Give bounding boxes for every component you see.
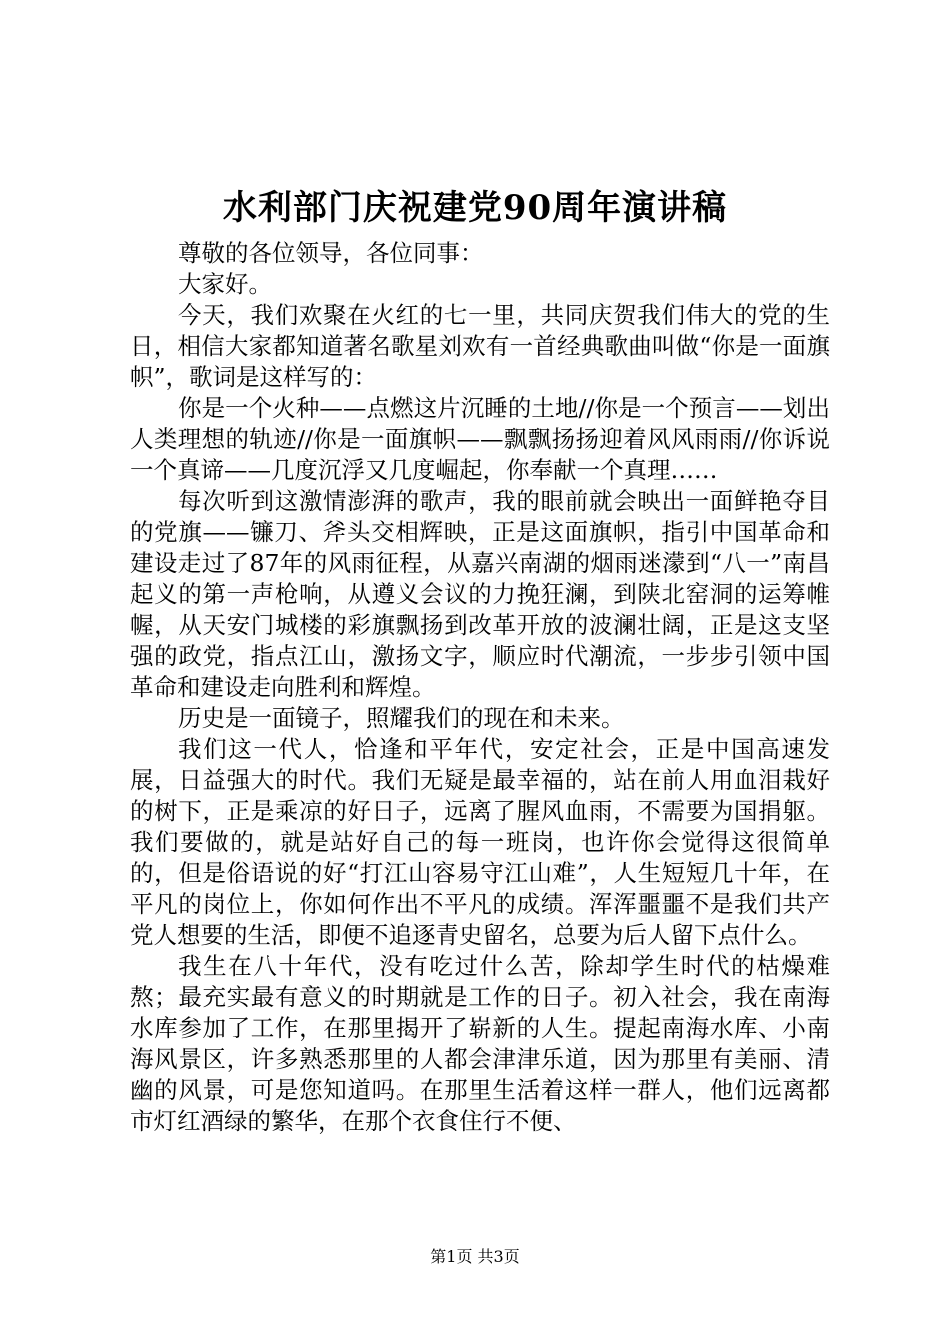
- paragraph-greeting: 尊敬的各位领导，各位同事：: [178, 239, 484, 267]
- page-number-footer: 第1页 共3页: [430, 1247, 520, 1266]
- paragraph: 我们这一代人，恰逢和平年代，安定社会，正是中国高速发展，日益强大的时代。我们无疑是最幸福的，站在前人用血泪栽好的树下，正是乘凉的好日子，远离了腥风血雨，不需要为国捐躯。我们要做的，就是站好自己的每一班岗，也许你会觉得这很简单的，但是俗语说的好“打江山容易守江山难”，人生短短几十年，在平凡的岗位上，你如何作出不平凡的成绩。浑浑噩噩不是我们共产党人想要的生活，即便不追逐青史留名，总要为后人留下点什么。: [130, 735, 830, 949]
- paragraph-hello: 大家好。: [178, 270, 272, 298]
- paragraph-lyrics: 你是一个火种——点燃这片沉睡的土地//你是一个预言——划出人类理想的轨迹//你是一面旗帜——飘飘扬扬迎着风风雨雨//你诉说一个真谛——几度沉浮又几度崛起，你奉献一个真理……: [130, 394, 830, 484]
- paragraph: 我生在八十年代，没有吃过什么苦，除却学生时代的枯燥难熬；最充实最有意义的时期就是工作的日子。初入社会，我在南海水库参加了工作，在那里揭开了崭新的人生。提起南海水库、小南海风景区，许多熟悉那里的人都会津津乐道，因为那里有美丽、清幽的风景，可是您知道吗。在那里生活着这样一群人，他们远离都市灯红酒绿的繁华，在那个衣食住行不便、: [130, 952, 830, 1135]
- document-body: [130, 238, 830, 1137]
- paragraph: 历史是一面镜子，照耀我们的现在和未来。: [178, 704, 625, 732]
- paragraph: 今天，我们欢聚在火红的七一里，共同庆贺我们伟大的党的生日，相信大家都知道著名歌星刘欢有一首经典歌曲叫做“你是一面旗帜”，歌词是这样写的：: [130, 301, 830, 391]
- paragraph: 每次听到这激情澎湃的歌声，我的眼前就会映出一面鲜艳夺目的党旗——镰刀、斧头交相辉映，正是这面旗帜，指引中国革命和建设走过了87年的风雨征程，从嘉兴南湖的烟雨迷濛到“八一”南昌起义的第一声枪响，从遵义会议的力挽狂澜，到陕北窑洞的运筹帷幄，从天安门城楼的彩旗飘扬到改革开放的波澜壮阔，正是这支坚强的政党，指点江山，激扬文字，顺应时代潮流，一步步引领中国革命和建设走向胜利和辉煌。: [130, 487, 830, 701]
- document-title: 水利部门庆祝建党90周年演讲稿: [222, 188, 728, 228]
